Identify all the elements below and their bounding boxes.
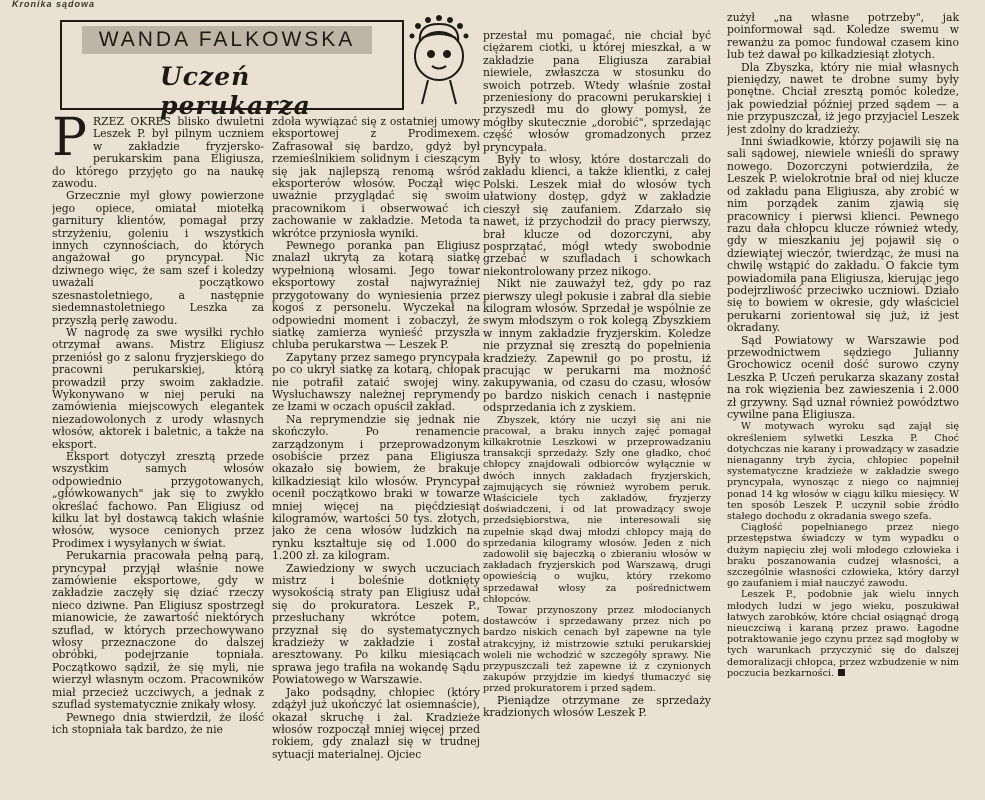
paragraph: Grzecznie mył głowy powierzone jego opiece, omiatał miotełką garnitury klientów, pomagał przy strzyżeniu, goleniu i wszystkich innych czynnościach, do których angażował go pryncypał. Nic dziwnego więc, że sam szef i koledzy uważali początkowo szesnastoletniego, a następnie siedemnastoletniego Leszka za przyszłą perłę zawodu. (52, 189, 264, 327)
paragraph: Eksport dotyczył zresztą przede wszystkim samych włosów odpowiednio przygotowanych, „główkowanych" jak się to zwykło określać fachowo. Pan Eligiusz od kilku lat był dostawcą takich właśnie włosów, wysoce cenionych przez Prodimex i wysyłanych w świat. (52, 449, 264, 550)
column-3 (483, 30, 711, 800)
paragraph: Pieniądze otrzymane ze sprzedaży kradzionych włosów Leszek P. (483, 693, 711, 720)
column-1 (52, 116, 264, 800)
column-2 (272, 116, 480, 800)
paragraph: Perukarnia pracowała pełną parą, pryncypał przyjął właśnie nowe zamówienie eksportowe, gdy w zakładzie zaczęły się dziać rzeczy nieco dziwne. Pan Eligiusz spostrzegł mianowicie, że zawartość niektórych szuflad, w których przechowywano włosy przeznaczone do dalszej obróbki, podejrzanie topniała. Początkowo sądził, że się myli, nie wierzył własnym oczom. Pracowników miał przecież uczciwych, a jednak z szuflad systematycznie znikały włosy. (52, 549, 264, 712)
paragraph: Jako podsądny, chłopiec (który zdążył już ukończyć lat osiemnaście), okazał skruchę i żal. Kradzieże włosów rozpoczął mniej więcej przed rokiem, gdy znalazł się w trudnej sytuacji materialnej. Ojciec (272, 685, 480, 761)
girl-head-illustration (398, 12, 480, 108)
small-paragraph (727, 589, 959, 679)
paragraph: przestał mu pomagać, nie chciał być ciężarem ciotki, u której mieszkał, a w zakładzie pana Eligiusza zarabiał niewiele, zwłaszcza w stosunku do swoich potrzeb. Wtedy właśnie został przeniesiony do pracowni perukarskiej i przyszedł mu do głowy pomysł, że mógłby skutecznie „dorobić", sprzedając część włosów gromadzonych przez pryncypała. (483, 30, 711, 154)
paragraph: zdoła wywiązać się z ostatniej umowy eksportowej z Prodimexem. Zafrasował się bardzo, gdyż był rzemieślnikiem solidnym i cieszącym się jak najlepszą renomą wśród eksporterów włosów. Począł więc uważnie przyglądać się swoim pracownikom i obserwować ich zachowanie w zakładzie. Metoda ta wkrótce przyniosła wyniki. (272, 116, 480, 240)
end-of-article-mark (838, 669, 845, 676)
paragraph: Pewnego poranka pan Eligiusz znalazł ukrytą za kotarą siatkę wypełnioną włosami. Jego towar eksportowy został najwyraźniej przygotowany do wyniesienia przez kogoś z personelu. Wyczekał na odpowiedni moment i zobaczył, że siatkę zamierza wynieść przyszła chluba perukarstwa — Leszek P. (272, 239, 480, 352)
paragraph-text: RZEZ OKRES blisko dwuletni Leszek P. był pilnym uczniem w zakładzie fryzjersko-perukarskim pana Eligiusza, do którego przyjęto go na naukę zawodu. (52, 116, 264, 191)
article-title: Uczeń perukarza (160, 62, 311, 120)
paragraph: Inni świadkowie, którzy pojawili się na sali sądowej, niewiele wnieśli do sprawy nowego. Dozorczyni potwierdziła, że Leszek P. wielokrotnie brał od niej klucze od zakładu pana Eligiusza, aby zrobić w nim porządek zanim zjawią się pracownicy i pierwsi klienci. Pewnego razu dała chłopcu klucze również wtedy, gdy w mieszkaniu jej pojawił się o dziewiątej wieczór, twierdząc, że musi na chwilę wstąpić do zakładu. O fakcie tym powiadomiła pana Eligiusza, kierując jego podejrzliwość przeciwko uczniowi. Działo się to bowiem w okresie, gdy właściciel perukarni zorientował się już, iż jest okradany. (727, 135, 959, 335)
paragraph: Zawiedziony w swych uczuciach mistrz i boleśnie dotknięty wysokością straty pan Eligiusz udał się do prokuratora. Leszek P., przesłuchany wkrótce potem, przyznał się do systematycznych kradzieży w zakładzie i został aresztowany. Po kilku miesiącach sprawa jego trafiła na wokandę Sądu Powiatowego w Warszawie. (272, 561, 480, 687)
paragraph: Sąd Powiatowy w Warszawie pod przewodnictwem sędziego Julianny Grochowicz ocenił dość surowo czyny Leszka P. Uczeń perukarza skazany został na rok więzienia bez zawieszenia i 2.000 zł grzywny. Sąd uznał również powództwo cywilne pana Eligiusza. (727, 333, 959, 421)
author-band (82, 26, 372, 54)
paragraph: Były to włosy, które dostarczali do zakładu klienci, a także klientki, z całej Polski. Leszek miał do włosów tych ułatwiony dostęp, gdyż w zakładzie cieszył się zaufaniem. Zdarzało się nawet, iż przychodził do pracy pierwszy, brał klucze od dozorczyni, aby posprzątać, mógł wtedy swobodnie grzebać w szufladach i schowkach niekontrolowany przez nikogo. (483, 153, 711, 278)
lead-paragraph (52, 116, 264, 190)
drop-cap: P (52, 116, 87, 168)
paragraph: Na reprymendzie się jednak nie skończyło. Po renamencie zarządzonym i przeprowadzonym osobiście przez pana Eligiusza okazało się bowiem, że brakuje kilkadziesiąt kilo włosów. Pryncypał ocenił początkowo braki w towarze mniej więcej na pięćdziesiąt kilogramów, wartości 50 tys. złotych, jako że cena włosów ludzkich na rynku kształtuje się od 1.000 do 1.200 zł. za kilogram. (272, 412, 480, 563)
column-4 (727, 12, 959, 800)
paragraph: W nagrodę za swe wysiłki rychło otrzymał awans. Mistrz Eligiusz przeniósł go z salonu fryzjerskiego do pracowni perukarskiej, którą prowadził przy swoim zakładzie. Wykonywano w niej peruki na zamówienia miejscowych elegantek niezadowolonych z urody własnych włosów, aktorek i baletnic, a także na eksport. (52, 325, 264, 451)
small-paragraph: W motywach wyroku sąd zajął się określeniem sylwetki Leszka P. Choć dotychczas nie karany i prowadzący w zasadzie nienaganny tryb życia, chłopiec popełnił systematyczne kradzieże w zakładzie swego pryncypała, wynosząc z niego co najmniej ponad 14 kg włosów w ciągu kilku miesięcy. W ten sposób Leszek P. uczynił sobie źródło stałego dochodu z okradania swego szefa. (727, 421, 959, 523)
small-paragraph: Towar przynoszony przez młodocianych dostawców i sprzedawany przez nich po bardzo niskich cenach był zapewne na tyle atrakcyjny, iż mistrzowie sztuki perukarskiej woleli nie wchodzić w szczegóły sprawy. Nie przypuszczali też zapewne iż z czynionych zakupów przyjdzie im kiedyś tłumaczyć się przed prokuratorem i przed sądem. (483, 605, 711, 695)
paragraph: zużył „na własne potrzeby", jak poinformował sąd. Koledze swemu w rewanżu za pomoc fundował czasem kino lub też dawał po kilkadziesiąt złotych. (727, 12, 959, 62)
paragraph: Nikt nie zauważył też, gdy po raz pierwszy uległ pokusie i zabrał dla siebie kilogram włosów. Sprzedał je wspólnie ze swym młodszym o rok kolegą Zbyszkiem w innym zakładzie fryzjerskim. Koledze nie przyznał się zresztą do popełnienia kradzieży. Zapewnił go po prostu, iż pracując w perukarni ma możność zakupywania, od czasu do czasu, włosów po bardzo niskich cenach i następnie odsprzedania ich z zyskiem. (483, 277, 711, 415)
small-paragraph: Zbyszek, który nie uczył się ani nie pracował, a braku innych zajęć pomagał kilkakrotnie Leszkowi w przeprowadzaniu transakcji sprzedaży. Szły one gładko, choć chłopcy znajdowali odbiorców wyłącznie w dwóch innych zakładach fryzjerskich, zajmujących się również wyrobem peruk. Właściciele tych zakładów, fryzjerzy doświadczeni, i od lat prowadzący swoje przedsiębiorstwa, nie interesowali się zupełnie skąd dwaj młodzi chłopcy mają do sprzedania kilogramy włosów. Jeden z nich zadowolił się bajeczką o zbieraniu włosów w zakładach fryzjerskich pod Warszawą, drugi opowieścią o wujku, który rzekomo sprzedawał włosy za pośrednictwem chłopców. (483, 414, 711, 605)
paragraph: Pewnego dnia stwierdził, że ilość ich stopniała tak bardzo, że nie (52, 710, 264, 736)
author-name: WANDA FALKOWSKA (98, 28, 356, 51)
paragraph: Zapytany przez samego pryncypała po co ukrył siatkę za kotarą, chłopak nie potrafił zataić swojej winy. Wysłuchawszy należnej reprymendy ze łzami w oczach opuścił zakład. (272, 350, 480, 414)
paragraph-text: Leszek P., podobnie jak wielu innych młodych ludzi w jego wieku, poszukiwał łatwych zarobków, które chciał osiągnąć drogą nieuczciwą i karaną przez prawo. Łagodne potraktowanie jego czynu przez sąd mogłoby w tych warunkach przyczynić się do dalszej demoralizacji chłopca, przez wzbudzenie w nim poczucia bezkarności. (727, 589, 959, 679)
small-paragraph: Ciągłość popełnianego przez niego przestępstwa świadczy w tym wypadku o dużym napięciu złej woli młodego człowieka i braku poszanowania cudzej własności, a szczególnie własności człowieka, który darzył go zaufaniem i miał nauczyć zawodu. (727, 522, 959, 590)
paragraph: Dla Zbyszka, który nie miał własnych pieniędzy, nawet te drobne sumy były ponętne. Chciał zresztą pomóc koledze, jak powiedział później przed sądem — a nie przypuszczał, iż jego przyjaciel Leszek jest zdolny do kradzieży. (727, 60, 959, 136)
section-label: Kronika sądowa (12, 0, 96, 9)
